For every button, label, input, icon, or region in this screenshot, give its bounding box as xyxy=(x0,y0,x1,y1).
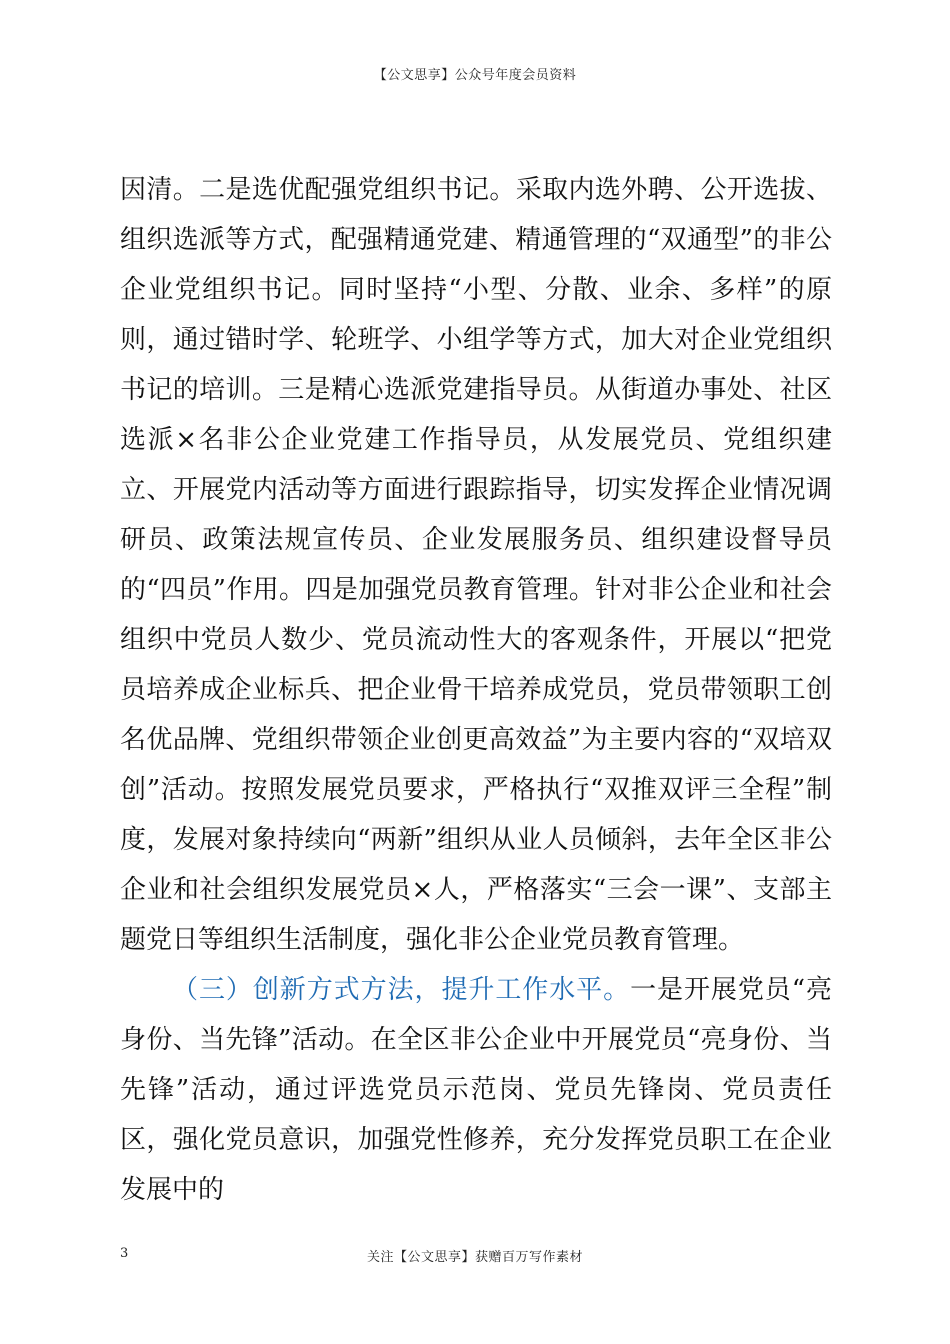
footer-note: 关注【公文思享】获赠百万写作素材 xyxy=(366,1250,583,1265)
page-header: 【公文思享】公众号年度会员资料 xyxy=(373,68,577,83)
body-paragraph: 因清。二是选优配强党组织书记。采取内选外聘、公开选拔、组织选派等方式，配强精通党建、精通管理的“双通型”的非公企业党组织书记。同时坚持“小型、分散、业余、多样”的原则，通过错时学、轮班学、小组学等方式，加大对企业党组织书记的培训。三是精心选派党建指导员。从街道办事处、社区选派×名非公企业党建工作指导员，从发展党员、党组织建立、开展党内活动等方面进行跟踪指导，切实发挥企业情况调研员、政策法规宣传员、企业发展服务员、组织建设督导员的“四员”作用。四是加强党员教育管理。针对非公企业和社会组织中党员人数少、党员流动性大的客观条件，开展以“把党员培养成企业标兵、把企业骨干培养成党员，党员带领职工创名优品牌、党组织带领企业创更高效益”为主要内容的“双培双创”活动。按照发展党员要求，严格执行“双推双评三全程”制度，发展对象持续向“两新”组织从业人员倾斜，去年全区非公企业和社会组织发展党员×人，严格落实“三会一课”、支部主题党日等组织生活制度，强化非公企业党员教育管理。 xyxy=(120,175,832,955)
document-body xyxy=(120,165,832,1215)
section-heading: （三）创新方式方法，提升工作水平。 xyxy=(172,975,631,1005)
body-paragraph-section-3 xyxy=(120,965,832,1215)
page-number: 3 xyxy=(120,1246,129,1261)
section-text: 一是开展党员“亮身份、当先锋”活动。在全区非公企业中开展党员“亮身份、当先锋”活动，通过评选党员示范岗、党员先锋岗、党员责任区，强化党员意识，加强党性修养，充分发挥党员职工在企业发展中的 xyxy=(120,975,832,1205)
